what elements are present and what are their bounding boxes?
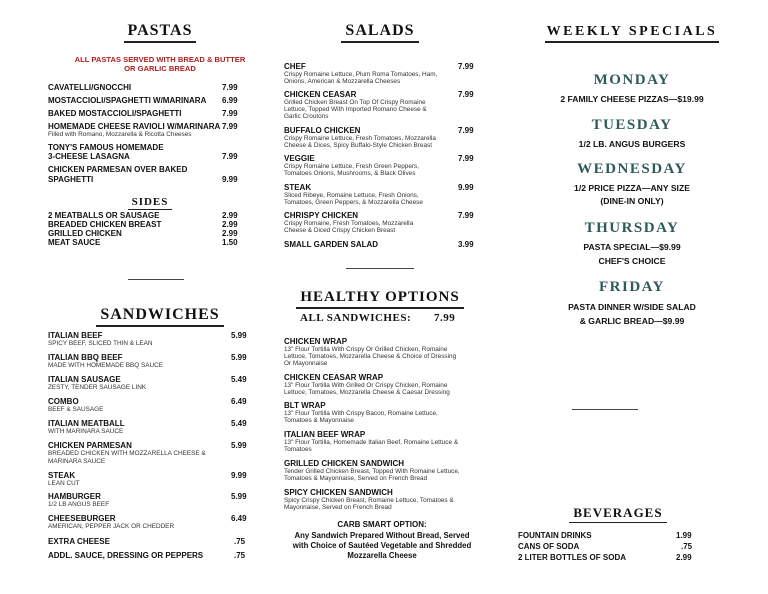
menu-item-price: 7.99	[458, 211, 474, 220]
menu-item-desc-cont: Tomatoes	[284, 446, 312, 453]
special-day-friday: FRIDAY	[599, 279, 665, 295]
special-line: PASTA SPECIAL—$9.99	[583, 242, 681, 252]
special-line: 1/2 LB. ANGUS BURGERS	[578, 139, 686, 149]
menu-item-name: CHICKEN WRAP	[284, 337, 348, 346]
menu-item-price: 7.99	[458, 90, 474, 99]
menu-item-desc: 1/2 LB ANGUS BEEF	[48, 501, 110, 508]
menu-item-name: VEGGIE	[284, 154, 315, 163]
menu-item-name: CHICKEN CEASAR	[284, 90, 357, 99]
menu-item-desc-cont: Tomatoes & Mayonnaise	[284, 417, 354, 424]
menu-item-desc-cont: Lettuce, Topped With Imported Romano Cheese &	[284, 106, 427, 113]
menu-item-desc: SPICY BEEF, SLICED THIN & LEAN	[48, 340, 153, 347]
divider	[572, 409, 638, 410]
carb-smart-line2: with Choice of Sautéed Vegetable and Shredded	[292, 541, 472, 550]
menu-item-price: 5.99	[231, 331, 247, 340]
menu-item-desc-cont: Tomatoes Onions, Mushrooms, & Black Olives	[284, 170, 416, 177]
menu-item-desc: Tender Grilled Chicken Breast, Topped With Romaine Lettuce,	[284, 468, 460, 475]
menu-item-name-cont: 3-CHEESE LASAGNA	[48, 152, 130, 161]
special-line: (DINE-IN ONLY)	[600, 196, 664, 206]
pastas-note-line1: ALL PASTAS SERVED WITH BREAD & BUTTER	[74, 55, 246, 64]
menu-item-price: 5.49	[231, 375, 247, 384]
beverages-title: BEVERAGES	[548, 505, 688, 523]
menu-item-name: BUFFALO CHICKEN	[284, 126, 361, 135]
menu-item-desc-cont: Lettuce, Tomatoes, Mozzarella Cheese & Caesar Dressing	[284, 389, 450, 396]
menu-item-desc: Crispy Romaine Lettuce, Fresh Tomatoes, Mozzarella	[284, 135, 436, 142]
menu-item-price: 5.99	[231, 441, 247, 450]
menu-item-price: 7.99	[222, 122, 238, 131]
menu-item-desc: Crispy Romaine Lettuce, Fresh Green Peppers,	[284, 163, 419, 170]
menu-item-name: CHRISPY CHICKEN	[284, 211, 359, 220]
menu-item-desc: MADE WITH HOMEMADE BBQ SAUCE	[48, 362, 164, 369]
menu-item-name: CAVATELLI/GNOCCHI	[48, 83, 132, 92]
side-item-price: 2.99	[222, 229, 238, 238]
menu-item-name: STEAK	[48, 471, 76, 480]
menu-item-name: SPICY CHICKEN SANDWICH	[284, 488, 393, 497]
menu-item-desc: Sliced Ribeye, Romaine Lettuce, Fresh Onions,	[284, 192, 419, 199]
menu-item-price: .75	[234, 551, 246, 560]
divider	[128, 279, 184, 280]
menu-item-name: ADDL. SAUCE, DRESSING OR PEPPERS	[48, 551, 204, 560]
menu-item-name: COMBO	[48, 397, 79, 406]
special-day-monday: MONDAY	[593, 72, 671, 88]
menu-item-desc-cont: Onions, American & Mozzarella Cheeses	[284, 78, 401, 85]
menu-item-desc: BREADED CHICKEN WITH MOZZARELLA CHEESE &	[48, 450, 206, 457]
healthy-options-subtitle: ALL SANDWICHES:	[300, 312, 412, 324]
menu-item-name: ITALIAN BEEF WRAP	[284, 430, 366, 439]
sides-title: SIDES	[110, 196, 190, 210]
side-item-name: BREADED CHICKEN BREAST	[48, 220, 162, 229]
menu-item-desc-cont: MARINARA SAUCE	[48, 458, 106, 465]
menu-item-price: 9.99	[458, 183, 474, 192]
menu-item-name: BLT WRAP	[284, 401, 326, 410]
special-line: & GARLIC BREAD—$9.99	[579, 316, 685, 326]
menu-item-desc: Grilled Chicken Breast On Top Of Crispy Romaine	[284, 99, 426, 106]
menu-item-name: SMALL GARDEN SALAD	[284, 240, 379, 249]
menu-item-price: 7.99	[458, 154, 474, 163]
menu-item-desc: Crispy Romaine Lettuce, Plum Roma Tomatoes, Ham,	[284, 71, 438, 78]
menu-item-name: MOSTACCIOLI/SPAGHETTI W/MARINARA	[48, 96, 207, 105]
menu-item-price: 6.49	[231, 514, 247, 523]
menu-item-desc-cont: Cheese & Dices, Spicy Buffalo-Style Chicken Breast	[284, 142, 432, 149]
menu-item-desc-cont: Mayonnaise, Served on French Bread	[284, 504, 392, 511]
menu-item-desc: Spicy Crispy Chicken Breast, Romaine Lettuce, Tomatoes &	[284, 497, 454, 504]
special-day-wednesday: WEDNESDAY	[577, 161, 687, 177]
pastas-note-line2: OR GARLIC BREAD	[124, 64, 196, 73]
carb-smart-line3: Mozzarella Cheese	[347, 551, 417, 560]
menu-item-name: GRILLED CHICKEN SANDWICH	[284, 459, 404, 468]
menu-item-desc-cont: Lettuce, Tomatoes, Mozzarella Cheese & Choice of Dressing	[284, 353, 457, 360]
carb-smart-title: CARB SMART OPTION:	[337, 520, 427, 529]
menu-item-price: 7.99	[222, 109, 238, 118]
menu-item-price: 7.99	[458, 126, 474, 135]
menu-item-price: 3.99	[458, 240, 474, 249]
menu-item-name: BAKED MOSTACCIOLI/SPAGHETTI	[48, 109, 182, 118]
menu-item-price: 6.49	[231, 397, 247, 406]
side-item-name: 2 MEATBALLS OR SAUSAGE	[48, 211, 160, 220]
carb-smart-line1: Any Sandwich Prepared Without Bread, Served	[294, 531, 470, 540]
side-item-name: GRILLED CHICKEN	[48, 229, 122, 238]
menu-item-name: CHICKEN PARMESAN OVER BAKED	[48, 165, 188, 174]
divider	[346, 268, 414, 269]
menu-item-price: 5.99	[231, 492, 247, 501]
special-day-thursday: THURSDAY	[584, 220, 680, 236]
healthy-options-subtitle-price: 7.99	[434, 312, 456, 324]
menu-item-name: CHEESEBURGER	[48, 514, 116, 523]
menu-item-desc-cont: Cheese & Diced Crispy Chicken Breast	[284, 227, 396, 234]
menu-item-desc: LEAN CUT	[48, 480, 80, 487]
menu-item-name: HOMEMADE CHEESE RAVIOLI W/MARINARA	[48, 122, 221, 131]
special-line: 2 FAMILY CHEESE PIZZAS—$19.99	[560, 94, 704, 104]
menu-item-desc-cont: Garlic Croutons	[284, 113, 329, 120]
menu-item-name: HAMBURGER	[48, 492, 101, 501]
menu-item-name-cont: SPAGHETTI	[48, 175, 94, 184]
side-item-name: MEAT SAUCE	[48, 238, 101, 247]
menu-item-price: 5.49	[231, 419, 247, 428]
menu-item-name: STEAK	[284, 183, 312, 192]
menu-item-desc: AMERICAN, PEPPER JACK OR CHEDDER	[48, 523, 175, 530]
salads-title: SALADS	[315, 22, 445, 43]
special-line: 1/2 PRICE PIZZA—ANY SIZE	[574, 183, 690, 193]
beverage-item-name: FOUNTAIN DRINKS	[518, 531, 592, 540]
menu-item-desc: Filled with Romano, Mozzarella & Ricotta Cheeses	[48, 131, 192, 138]
weekly-specials-title: WEEKLY SPECIALS	[514, 24, 750, 43]
menu-item-name: CHICKEN PARMESAN	[48, 441, 132, 450]
menu-item-name: ITALIAN BEEF	[48, 331, 103, 340]
special-line: PASTA DINNER W/SIDE SALAD	[568, 302, 696, 312]
menu-item-name: TONY'S FAMOUS HOMEMADE	[48, 143, 164, 152]
menu-item-price: 5.99	[231, 353, 247, 362]
menu-item-desc: Crispy Romaine, Fresh Tomatoes, Mozzarella	[284, 220, 414, 227]
menu-item-name: CHEF	[284, 62, 306, 71]
menu-item-desc: 13" Flour Tortilla With Crispy Bacon, Romaine Lettuce,	[284, 410, 438, 417]
menu-item-desc-cont: Tomatoes & Mayonnaise, Served on French Bread	[284, 475, 428, 482]
menu-item-price: 9.99	[222, 175, 238, 184]
menu-item-desc-cont: Tomatoes, Green Peppers, & Mozzarella Cheese	[284, 199, 423, 206]
menu-item-desc: WITH MARINARA SAUCE	[48, 428, 124, 435]
menu-item-price: 7.99	[222, 83, 238, 92]
beverage-item-price: 2.99	[676, 553, 692, 562]
menu-item-desc: 13" Flour Tortilla With Crispy Or Grilled Chicken, Romaine	[284, 346, 448, 353]
beverage-item-price: 1.99	[676, 531, 692, 540]
pastas-title: PASTAS	[90, 22, 230, 43]
menu-item-name: CHICKEN CEASAR WRAP	[284, 373, 384, 382]
menu-item-name: EXTRA CHEESE	[48, 537, 110, 546]
menu-item-price: 9.99	[231, 471, 247, 480]
special-day-tuesday: TUESDAY	[591, 117, 673, 133]
healthy-options-title: HEALTHY OPTIONS	[282, 289, 478, 309]
beverage-item-name: 2 LITER BOTTLES OF SODA	[518, 553, 627, 562]
side-item-price: 2.99	[222, 220, 238, 229]
menu-item-desc: BEEF & SAUSAGE	[48, 406, 104, 413]
menu-item-price: 7.99	[458, 62, 474, 71]
special-line: CHEF'S CHOICE	[598, 256, 666, 266]
menu-item-price: 7.99	[222, 152, 238, 161]
menu-item-desc-cont: Or Mayonnaise	[284, 360, 328, 367]
beverage-item-name: CANS OF SODA	[518, 542, 580, 551]
menu-item-name: ITALIAN SAUSAGE	[48, 375, 121, 384]
menu-item-desc: 13" Flour Tortilla, Homemade Italian Beef, Romaine Lettuce &	[284, 439, 459, 446]
menu-item-desc: ZESTY, TENDER SAUSAGE LINK	[48, 384, 147, 391]
side-item-price: 2.99	[222, 211, 238, 220]
menu-item-price: 6.99	[222, 96, 238, 105]
menu-item-name: ITALIAN MEATBALL	[48, 419, 125, 428]
menu-item-desc: 13" Flour Tortilla With Grilled Or Crispy Chicken, Romaine	[284, 382, 448, 389]
menu-item-price: .75	[234, 537, 246, 546]
menu-item-name: ITALIAN BBQ BEEF	[48, 353, 123, 362]
sandwiches-title: SANDWICHES	[70, 306, 250, 327]
beverage-item-price: .75	[681, 542, 693, 551]
side-item-price: 1.50	[222, 238, 238, 247]
